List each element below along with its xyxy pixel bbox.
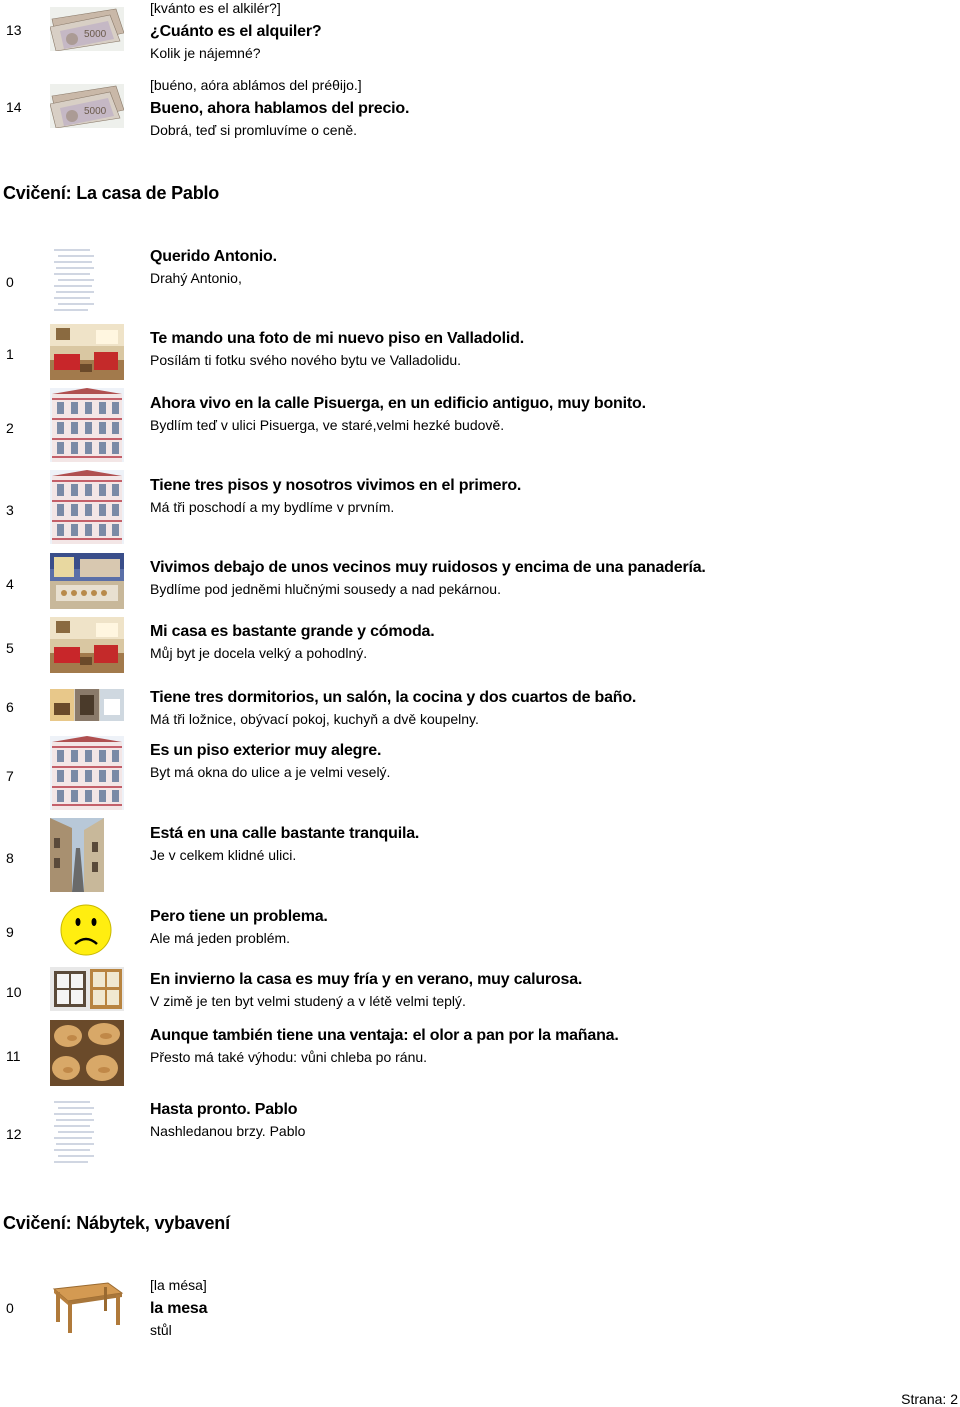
letter-icon [50, 1096, 124, 1170]
czech-translation: Má tři poschodí a my bydlíme v prvním. [150, 499, 395, 515]
item-number: 0 [6, 1300, 14, 1316]
spanish-phrase: la mesa [150, 1300, 208, 1317]
pronunciation: [buéno, aóra ablámos del préθijo.] [150, 77, 362, 93]
section-title: Cvičení: Nábytek, vybavení [3, 1213, 230, 1233]
spanish-phrase: Mi casa es bastante grande y cómoda. [150, 623, 435, 640]
spanish-phrase: Aunque también tiene una ventaja: el olor a pan por la mañana. [150, 1027, 619, 1044]
letter-icon [50, 244, 124, 318]
pronunciation: [la mésa] [150, 1277, 207, 1293]
banknotes-icon [50, 7, 124, 51]
item-number: 5 [6, 640, 14, 656]
living-room-icon [50, 324, 124, 380]
spanish-phrase: ¿Cuánto es el alquiler? [150, 23, 322, 40]
table-icon [50, 1279, 124, 1335]
sad-face-icon [50, 902, 124, 958]
czech-translation: Můj byt je docela velký a pohodlný. [150, 645, 368, 661]
spanish-phrase: Tiene tres dormitorios, un salón, la cocina y dos cuartos de baño. [150, 689, 637, 706]
rooms-icon [50, 689, 124, 721]
czech-translation: Nashledanou brzy. Pablo [150, 1123, 306, 1139]
czech-translation: V zimě je ten byt velmi studený a v létě velmi teplý. [150, 993, 466, 1009]
czech-translation: Byt má okna do ulice a je velmi veselý. [150, 764, 391, 780]
czech-translation: Přesto má také výhodu: vůni chleba po ránu. [150, 1049, 428, 1065]
section-title: Cvičení: La casa de Pablo [3, 183, 220, 203]
item-number: 9 [6, 924, 14, 940]
spanish-phrase: Te mando una foto de mi nuevo piso en Valladolid. [150, 330, 524, 347]
pronunciation: [kvánto es el alkilér?] [150, 0, 281, 16]
building-icon [50, 736, 124, 810]
spanish-phrase: Pero tiene un problema. [150, 908, 328, 925]
windows-icon [50, 967, 124, 1011]
page-number: Strana: 2 [901, 1391, 958, 1407]
czech-translation: Kolik je nájemné? [150, 45, 261, 61]
czech-translation: Drahý Antonio, [150, 270, 242, 286]
item-number: 4 [6, 576, 14, 592]
czech-translation: stůl [150, 1322, 172, 1338]
bread-icon [50, 1020, 124, 1086]
item-number: 12 [6, 1126, 22, 1142]
czech-translation: Bydlím teď v ulici Pisuerga, ve staré,velmi hezké budově. [150, 417, 505, 433]
living-room-icon [50, 617, 124, 673]
spanish-phrase: Tiene tres pisos y nosotros vivimos en el primero. [150, 477, 522, 494]
spanish-phrase: Es un piso exterior muy alegre. [150, 742, 382, 759]
item-number: 11 [6, 1048, 21, 1064]
item-number: 1 [6, 346, 14, 362]
building-icon [50, 388, 124, 462]
czech-translation: Má tři ložnice, obývací pokoj, kuchyň a dvě koupelny. [150, 711, 479, 727]
item-number: 13 [6, 22, 22, 38]
item-number: 14 [6, 99, 22, 115]
spanish-phrase: Bueno, ahora hablamos del precio. [150, 100, 410, 117]
czech-translation: Je v celkem klidné ulici. [150, 847, 297, 863]
czech-translation: Ale má jeden problém. [150, 930, 291, 946]
czech-translation: Dobrá, teď si promluvíme o ceně. [150, 122, 358, 138]
spanish-phrase: Ahora vivo en la calle Pisuerga, en un edificio antiguo, muy bonito. [150, 395, 646, 412]
czech-translation: Posílám ti fotku svého nového bytu ve Valladolidu. [150, 352, 462, 368]
spanish-phrase: Querido Antonio. [150, 248, 277, 265]
item-number: 0 [6, 274, 14, 290]
spanish-phrase: Está en una calle bastante tranquila. [150, 825, 420, 842]
item-number: 3 [6, 502, 14, 518]
item-number: 10 [6, 984, 22, 1000]
street-icon [50, 818, 104, 892]
bakery-icon [50, 553, 124, 609]
item-number: 2 [6, 420, 14, 436]
czech-translation: Bydlíme pod jedněmi hlučnými sousedy a nad pekárnou. [150, 581, 501, 597]
item-number: 8 [6, 850, 14, 866]
spanish-phrase: En invierno la casa es muy fría y en verano, muy calurosa. [150, 971, 583, 988]
item-number: 7 [6, 768, 14, 784]
item-number: 6 [6, 699, 14, 715]
spanish-phrase: Hasta pronto. Pablo [150, 1101, 298, 1118]
banknotes-icon [50, 84, 124, 128]
spanish-phrase: Vivimos debajo de unos vecinos muy ruidosos y encima de una panadería. [150, 559, 706, 576]
building-icon [50, 470, 124, 544]
